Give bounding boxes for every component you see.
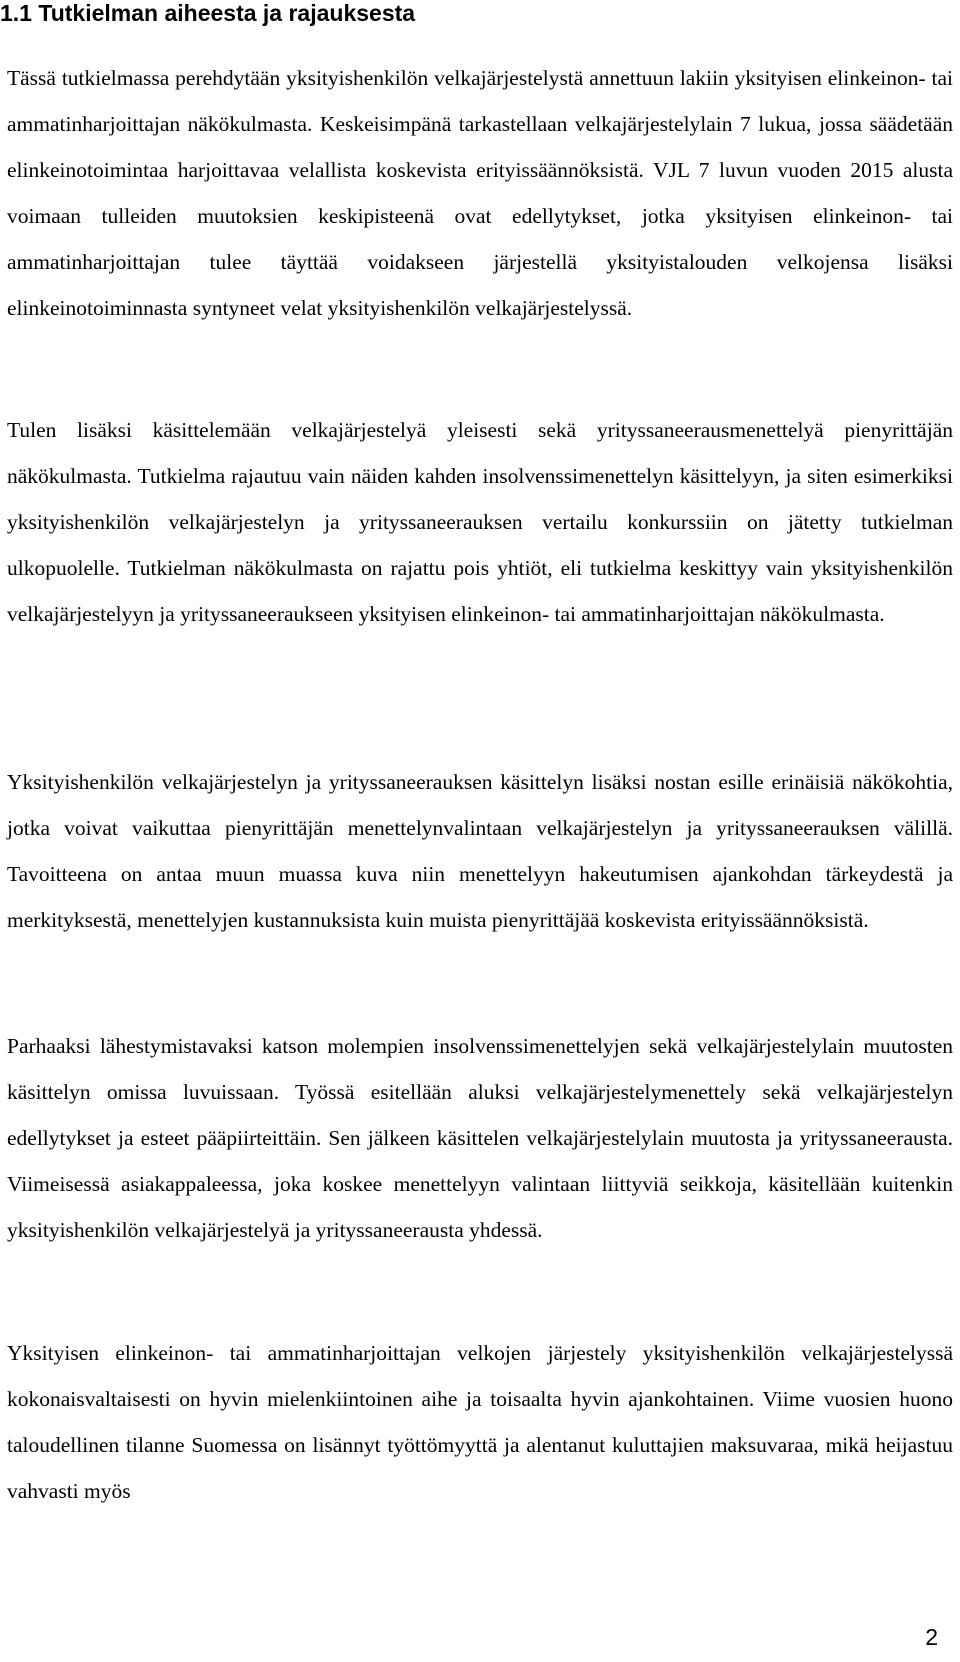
paragraph-2: Tulen lisäksi käsittelemään velkajärjestelyä yleisesti sekä yrityssaneerausmenettelyä pienyrittäjän näkökulmasta. Tutkielma rajautuu vain näiden kahden insolvenssimenettelyn käsittelyyn, ja siten esimerkiksi yksityishenkilön velkajärjestelyn ja yrityssaneerauksen vertailu konkurssiin on jätetty tutkielman ulkopuolelle. Tutkielman näkökulmasta on rajattu pois yhtiöt, eli tutkielma keskittyy vain yksityishenkilön velkajärjestelyyn ja yrityssaneeraukseen yksityisen elinkeinon- tai ammatinharjoittajan näkökulmasta. [7, 418, 953, 626]
paragraph-4: Parhaaksi lähestymistavaksi katson molempien insolvenssimenettelyjen sekä velkajärjestelylain muutosten käsittelyn omissa luvuissaan. Työssä esitellään aluksi velkajärjestelymenettely sekä velkajärjestelyn edellytykset ja esteet pääpiirteittäin. Sen jälkeen käsittelen velkajärjestelylain muutosta ja yrityssaneerausta. Viimeisessä asiakappaleessa, joka koskee menettelyyn valintaan liittyviä seikkoja, käsitellään kuitenkin yksityishenkilön velkajärjestelyä ja yrityssaneerausta yhdessä. [7, 1034, 953, 1242]
paragraph-3: Yksityishenkilön velkajärjestelyn ja yrityssaneerauksen käsittelyn lisäksi nostan esille erinäisiä näkökohtia, jotka voivat vaikuttaa pienyrittäjän menettelynvalintaan velkajärjestelyn ja yrityssaneerauksen välillä. Tavoitteena on antaa muun muassa kuva niin menettelyyn hakeutumisen ajankohdan tärkeydestä ja merkityksestä, menettelyjen kustannuksista kuin muista pienyrittäjää koskevista erityissäännöksistä. [7, 770, 953, 932]
paragraph-5: Yksityisen elinkeinon- tai ammatinharjoittajan velkojen järjestely yksityishenkilön velkajärjestelyssä kokonaisvaltaisesti on hyvin mielenkiintoinen aihe ja toisaalta hyvin ajankohtainen. Viime vuosien huono taloudellinen tilanne Suomessa on lisännyt työttömyyttä ja alentanut kuluttajien maksuvaraa, mikä heijastuu vahvasti myös [7, 1341, 953, 1503]
paragraph-1: Tässä tutkielmassa perehdytään yksityishenkilön velkajärjestelystä annettuun lakiin yksityisen elinkeinon- tai ammatinharjoittajan näkökulmasta. Keskeisimpänä tarkastellaan velkajärjestelylain 7 lukua, jossa säädetään elinkeinotoimintaa harjoittavaa velallista koskevista erityissäännöksistä. VJL 7 luvun vuoden 2015 alusta voimaan tulleiden muutoksien keskipisteenä ovat edellytykset, jotka yksityisen elinkeinon- tai ammatinharjoittajan tulee täyttää voidakseen järjestellä yksityistalouden velkojensa lisäksi elinkeinotoiminnasta syntyneet velat yksityishenkilön velkajärjestelyssä. [7, 66, 953, 320]
section-heading: 1.1 Tutkielman aiheesta ja rajauksesta [0, 0, 416, 26]
page-number: 2 [925, 1624, 938, 1650]
